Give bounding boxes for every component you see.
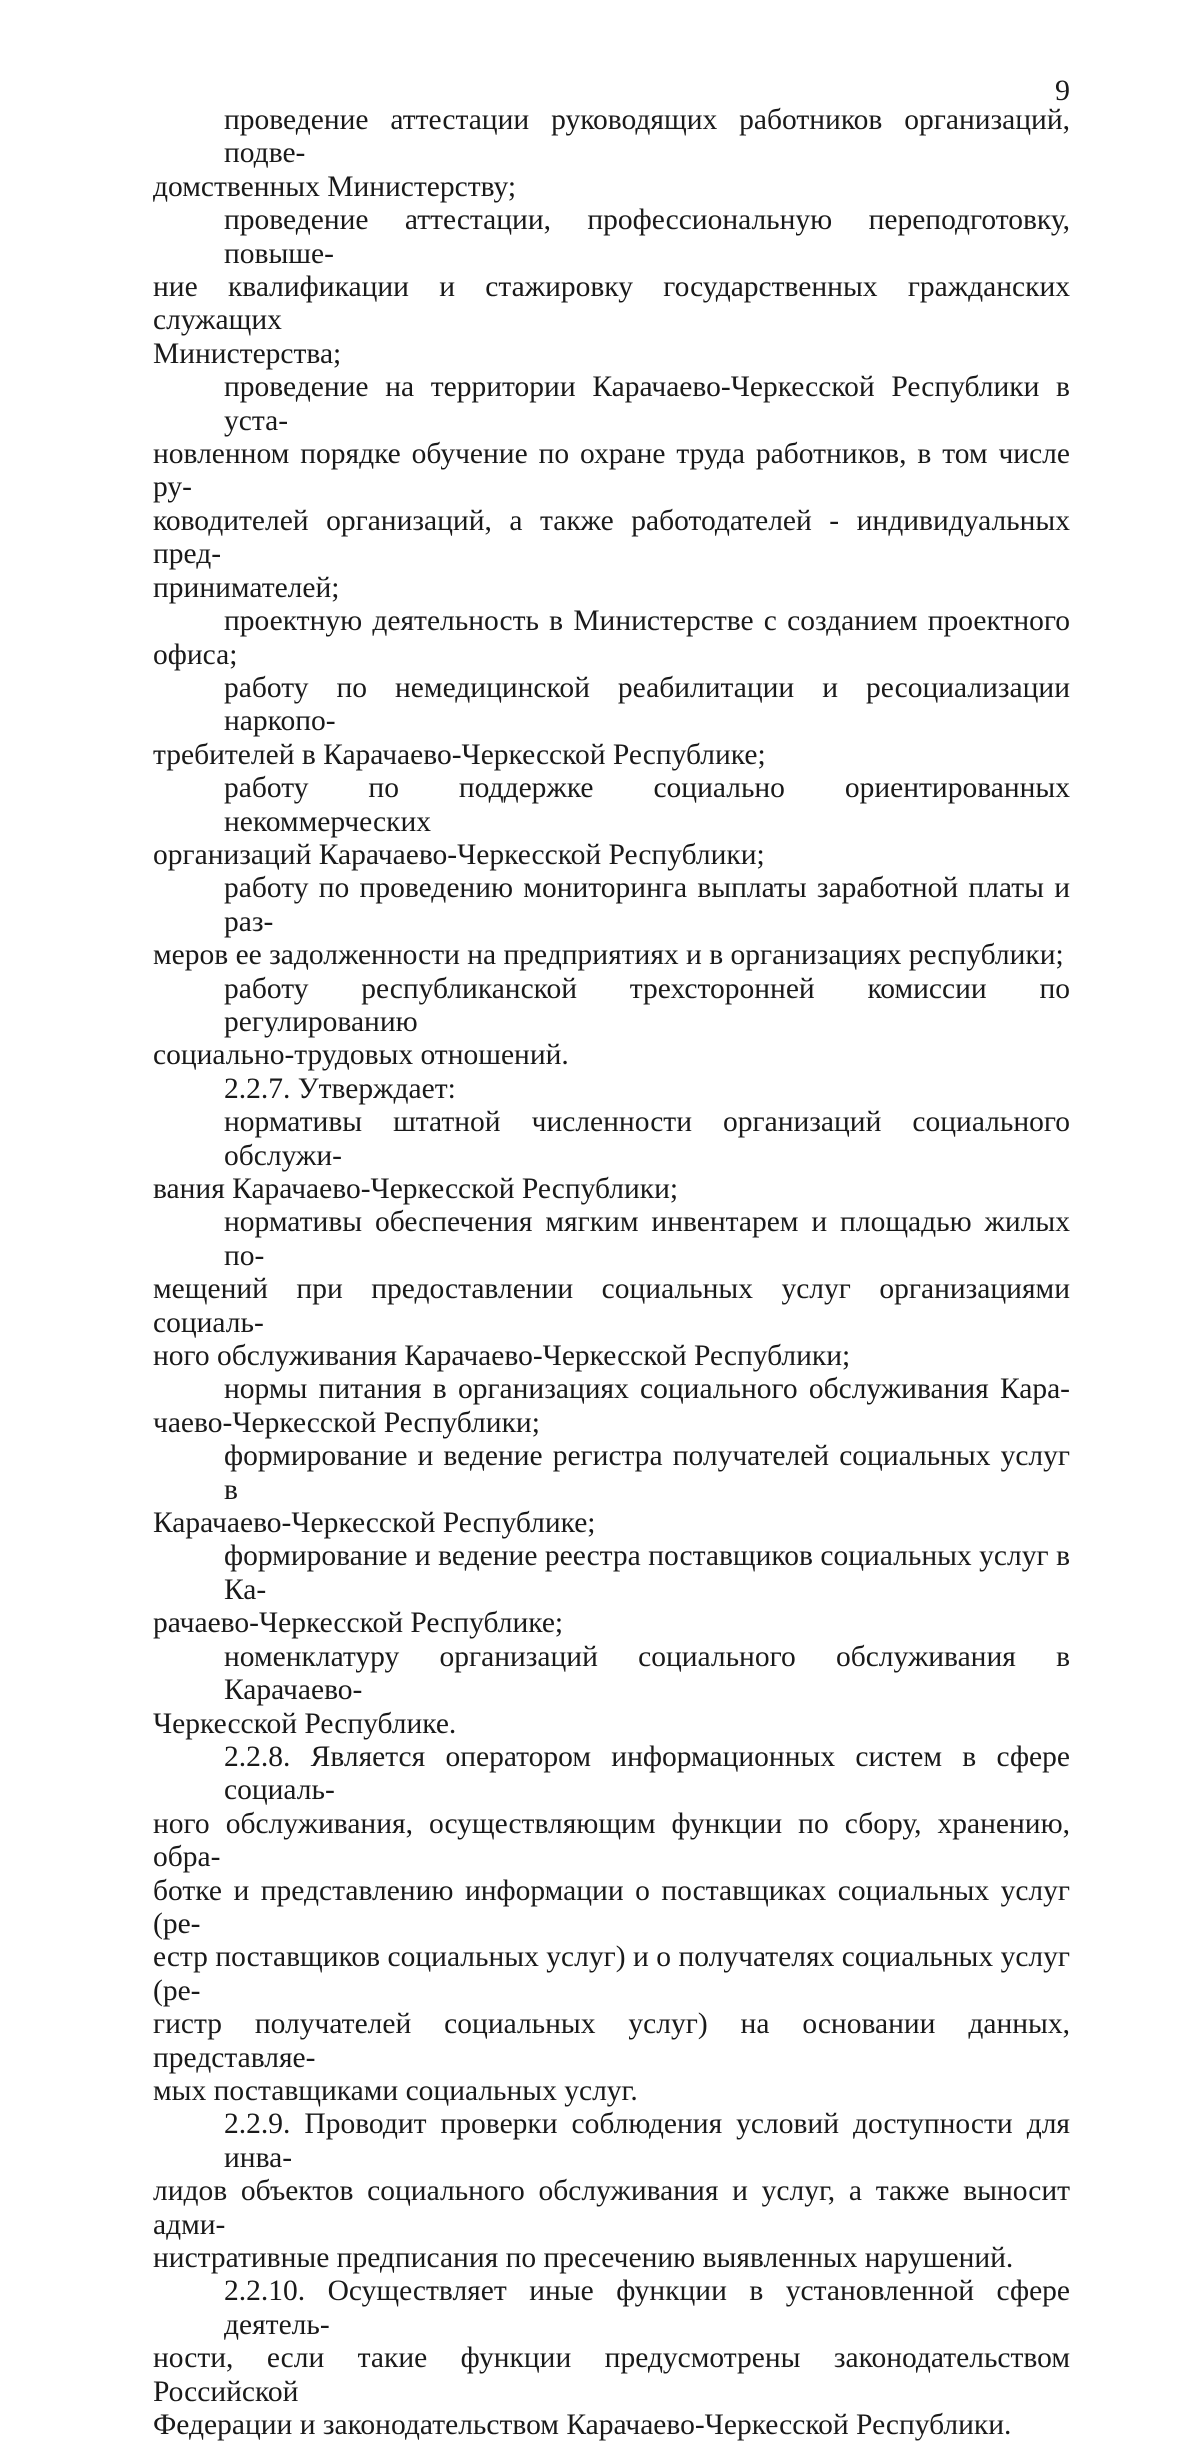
paragraph-line: нормативы штатной численности организаций социального обслужи- [224,1106,1070,1172]
paragraph-line: Карачаево-Черкесской Республике; [153,1507,596,1540]
paragraph-line: офиса; [153,638,238,671]
paragraph-line: рачаево-Черкесской Республике; [153,1607,564,1640]
paragraph-line: ние квалификации и стажировку государственных гражданских служащих [153,271,1070,337]
paragraph-line: проведение на территории Карачаево-Черкесской Республики в уста- [224,371,1070,437]
paragraph-line: ного обслуживания, осуществляющим функции по сбору, хранению, обра- [153,1807,1070,1874]
paragraph-line: ного обслуживания Карачаево-Черкесской Республики; [153,1340,851,1373]
paragraph [153,672,1070,772]
paragraph-line: меров ее задолженности на предприятиях и в организациях республики; [153,939,1064,972]
paragraph [153,1206,1070,1373]
paragraph-line: новленном порядке обучение по охране труда работников, в том числе ру- [153,438,1070,504]
paragraph-line: требителей в Карачаево-Черкесской Республике; [153,738,766,771]
paragraph-line: Министерства; [153,337,342,370]
paragraph-line: лидов объектов социального обслуживания и услуг, а также выносит адми- [153,2175,1070,2241]
paragraph [153,872,1070,972]
paragraph-line: Федерации и законодательством Карачаево-Черкесской Республики. [153,2409,1012,2442]
paragraph-line: мых поставщиками социальных услуг. [153,2074,638,2107]
paragraph [153,2108,1070,2275]
paragraph-line: социально-трудовых отношений. [153,1039,569,1072]
paragraph [153,1106,1070,1206]
paragraph-line: домственных Министерству; [153,170,517,203]
paragraph [153,371,1070,605]
paragraph-line: работу по немедицинской реабилитации и ресоциализации наркопо- [224,671,1070,738]
document-body [153,104,1070,2442]
paragraph [153,1741,1070,2108]
paragraph-line: ности, если такие функции предусмотрены законодательством Российской [153,2342,1070,2408]
page-number: 9 [1055,74,1070,107]
paragraph-line: гистр получателей социальных услуг) на основании данных, представляе- [153,2008,1070,2074]
paragraph-line: номенклатуру организаций социального обслуживания в Карачаево- [224,1640,1070,1707]
paragraph-line: нормативы обеспечения мягким инвентарем и площадью жилых по- [224,1206,1070,1272]
paragraph-line: нистративные предписания по пресечению выявленных нарушений. [153,2242,1014,2274]
paragraph-line: работу по проведению мониторинга выплаты заработной платы и раз- [224,872,1070,938]
paragraph-line: работу республиканской трехсторонней комиссии по регулированию [224,972,1070,1038]
paragraph-line: ководителей организаций, а также работодателей - индивидуальных пред- [153,504,1070,571]
paragraph [153,772,1070,872]
paragraph [153,605,1070,672]
paragraph-line: 2.2.8. Является оператором информационных систем в сфере социаль- [224,1740,1070,1807]
paragraph-line: организаций Карачаево-Черкесской Республики; [153,838,765,871]
paragraph-line: проведение аттестации, профессиональную переподготовку, повыше- [224,204,1070,270]
paragraph-line: 2.2.10. Осуществляет иные функции в установленной сфере деятель- [224,2275,1070,2341]
paragraph-line: Черкесской Республике. [153,1707,457,1740]
paragraph-line: 2.2.7. Утверждает: [224,1072,456,1105]
paragraph-line: формирование и ведение реестра поставщиков социальных услуг в Ка- [224,1540,1070,1606]
paragraph-line: ботке и представлению информации о поставщиках социальных услуг (ре- [153,1874,1070,1940]
paragraph [153,1373,1070,1440]
paragraph-line: 2.2.9. Проводит проверки соблюдения условий доступности для инва- [224,2108,1070,2174]
paragraph-line: мещений при предоставлении социальных услуг организациями социаль- [153,1273,1070,1339]
paragraph-line: вания Карачаево-Черкесской Республики; [153,1173,679,1205]
paragraph-line: чаево-Черкесской Республики; [153,1406,540,1439]
paragraph [153,1073,1070,1106]
paragraph [153,1641,1070,1741]
paragraph [153,2275,1070,2442]
paragraph-line: нормы питания в организациях социального обслуживания Кара- [224,1373,1070,1406]
paragraph-line: проектную деятельность в Министерстве с созданием проектного [224,605,1070,638]
paragraph [153,204,1070,371]
paragraph [153,1440,1070,1540]
paragraph [153,973,1070,1073]
paragraph-line: принимателей; [153,571,340,604]
paragraph-line: формирование и ведение регистра получателей социальных услуг в [224,1440,1070,1506]
paragraph-line: естр поставщиков социальных услуг) и о получателях социальных услуг (ре- [153,1941,1070,2007]
paragraph [153,1540,1070,1640]
paragraph-line: работу по поддержке социально ориентированных некоммерческих [224,772,1070,838]
paragraph-line: проведение аттестации руководящих работников организаций, подве- [224,104,1070,170]
paragraph [153,104,1070,204]
